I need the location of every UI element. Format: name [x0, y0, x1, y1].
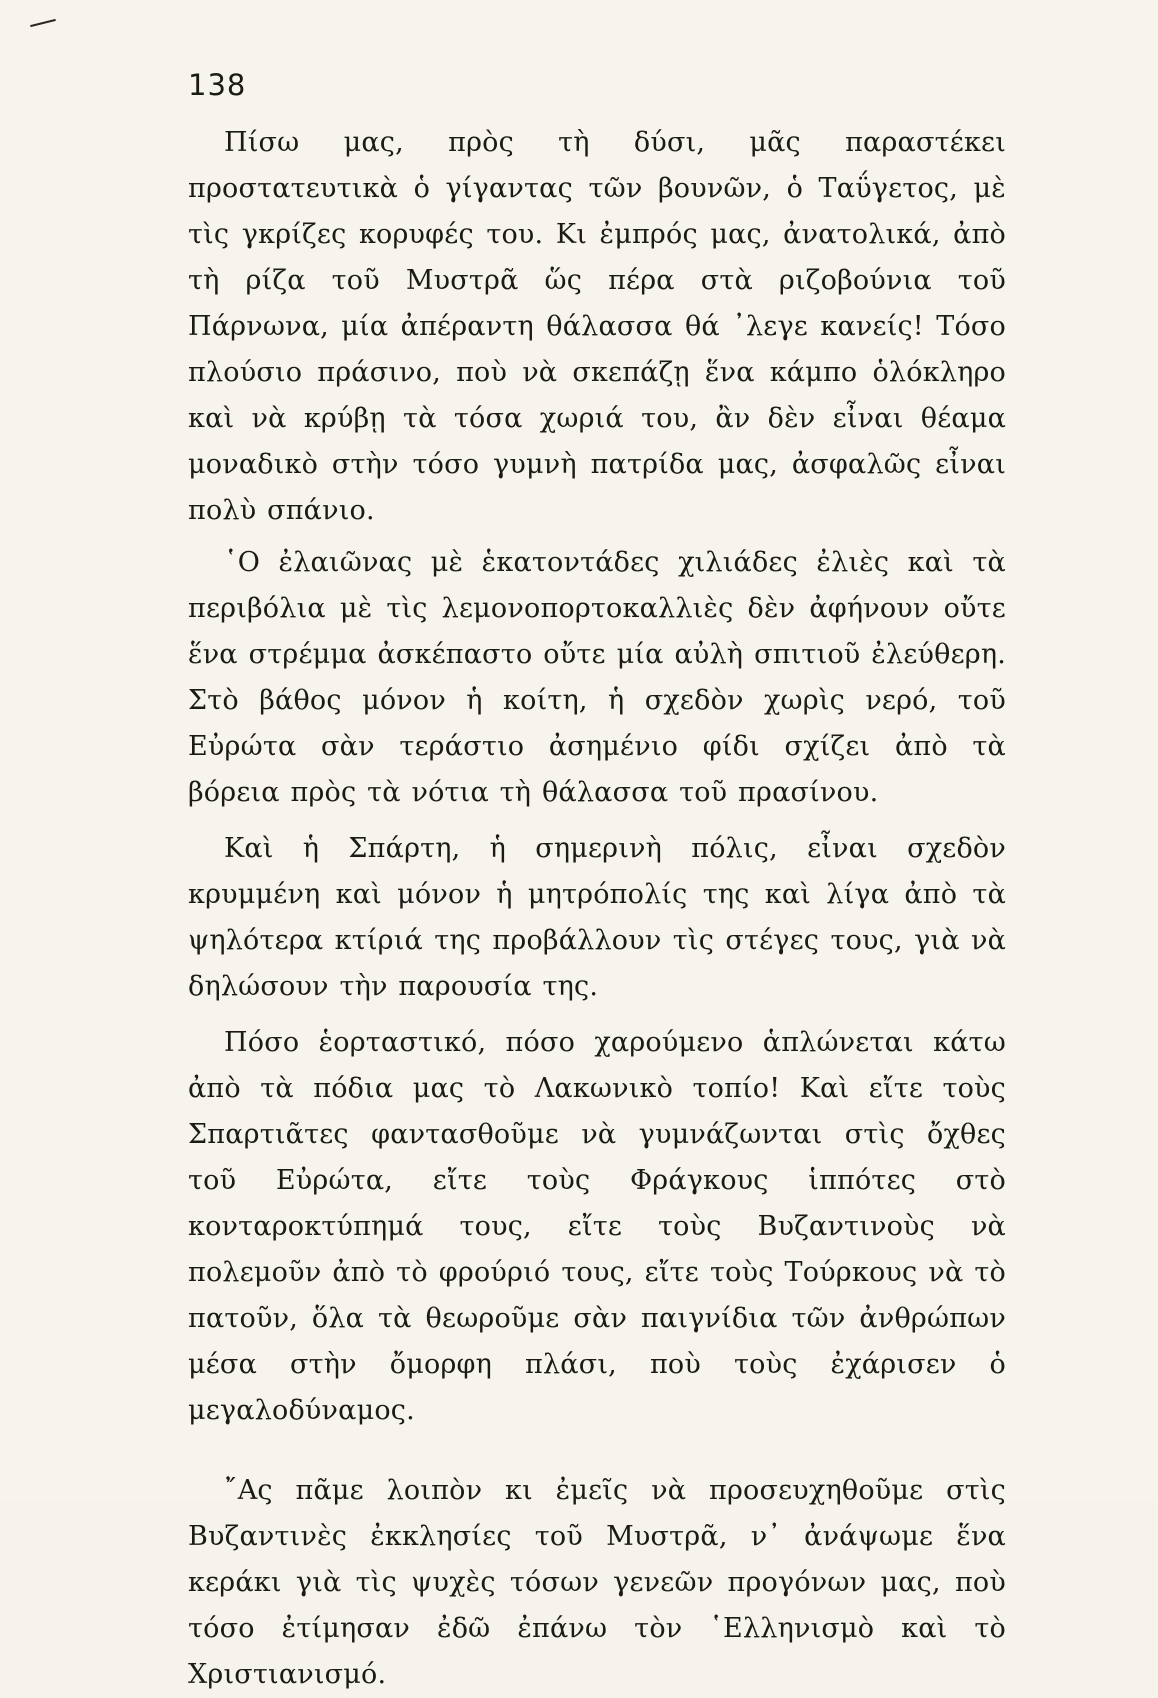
page-number: 138: [188, 68, 247, 102]
paragraph-4: Πόσο ἑορταστικό, πόσο χαρούμενο ἁπλώνεται κάτω ἀπὸ τὰ πόδια μας τὸ Λακωνικὸ τοπίο! Καὶ εἴτε τοὺς Σπαρτιᾶτες φαντασθοῦμε νὰ γυμνάζωνται στὶς ὄχθες τοῦ Εὐρώτα, εἴτε τοὺς Φράγκους ἱππότες στὸ κονταροκτύπημά τους, εἴτε τοὺς Βυζαντινοὺς νὰ πολεμοῦν ἀπὸ τὸ φρούριό τους, εἴτε τοὺς Τούρκους νὰ τὸ πατοῦν, ὅλα τὰ θεωροῦμε σὰν παιγνίδια τῶν ἀνθρώπων μέσα στὴν ὄμορφη πλάσι, ποὺ τοὺς ἐχάρισεν ὁ μεγαλοδύναμος.: [188, 1027, 1006, 1426]
paragraph-3: Καὶ ἡ Σπάρτη, ἡ σημερινὴ πόλις, εἶναι σχεδὸν κρυμμένη καὶ μόνον ἡ μητρόπολίς της καὶ λίγα ἀπὸ τὰ ψηλότερα κτίριά της προβάλλουν τὶς στέγες τους, γιὰ νὰ δηλώσουν τὴν παρουσία της.: [188, 833, 1006, 1002]
corner-mark: [30, 19, 56, 27]
paragraph-1: Πίσω μας, πρὸς τὴ δύσι, μᾶς παραστέκει προστατευτικὰ ὁ γίγαντας τῶν βουνῶν, ὁ Ταΰγετος, μὲ τὶς γκρίζες κορυφές του. Κι ἐμπρός μας, ἀνατολικά, ἀπὸ τὴ ρίζα τοῦ Μυστρᾶ ὥς πέρα στὰ ριζοβούνια τοῦ Πάρνωνα, μία ἀπέραντη θάλασσα θά ᾿λεγε κανείς! Τόσο πλούσιο πράσινο, ποὺ νὰ σκεπάζῃ ἕνα κάμπο ὁλόκληρο καὶ νὰ κρύβῃ τὰ τόσα χωριά του, ἂν δὲν εἶναι θέαμα μοναδικὸ στὴν τόσο γυμνὴ πατρίδα μας, ἀσφαλῶς εἶναι πολὺ σπάνιο.: [188, 127, 1006, 526]
paragraph-5: ῎Ας πᾶμε λοιπὸν κι ἐμεῖς νὰ προσευχηθοῦμε στὶς Βυζαντινὲς ἐκκλησίες τοῦ Μυστρᾶ, ν᾿ ἀνάψωμε ἕνα κεράκι γιὰ τὶς ψυχὲς τόσων γενεῶν προγόνων μας, ποὺ τόσο ἐτίμησαν ἐδῶ ἐπάνω τὸν ῾Ελληνισμὸ καὶ τὸ Χριστιανισμό.: [188, 1475, 1006, 1690]
paragraph-2: ῾Ο ἐλαιῶνας μὲ ἑκατοντάδες χιλιάδες ἐλιὲς καὶ τὰ περιβόλια μὲ τὶς λεμονοπορτοκαλλιὲς δὲν ἀφήνουν οὔτε ἕνα στρέμμα ἀσκέπαστο οὔτε μία αὐλὴ σπιτιοῦ ἐλεύθερη. Στὸ βάθος μόνον ἡ κοίτη, ἡ σχεδὸν χωρὶς νερό, τοῦ Εὐρώτα σὰν τεράστιο ἀσημένιο φίδι σχίζει ἀπὸ τὰ βόρεια πρὸς τὰ νότια τὴ θάλασσα τοῦ πρασίνου.: [188, 547, 1006, 808]
body-text: [188, 120, 1006, 1698]
